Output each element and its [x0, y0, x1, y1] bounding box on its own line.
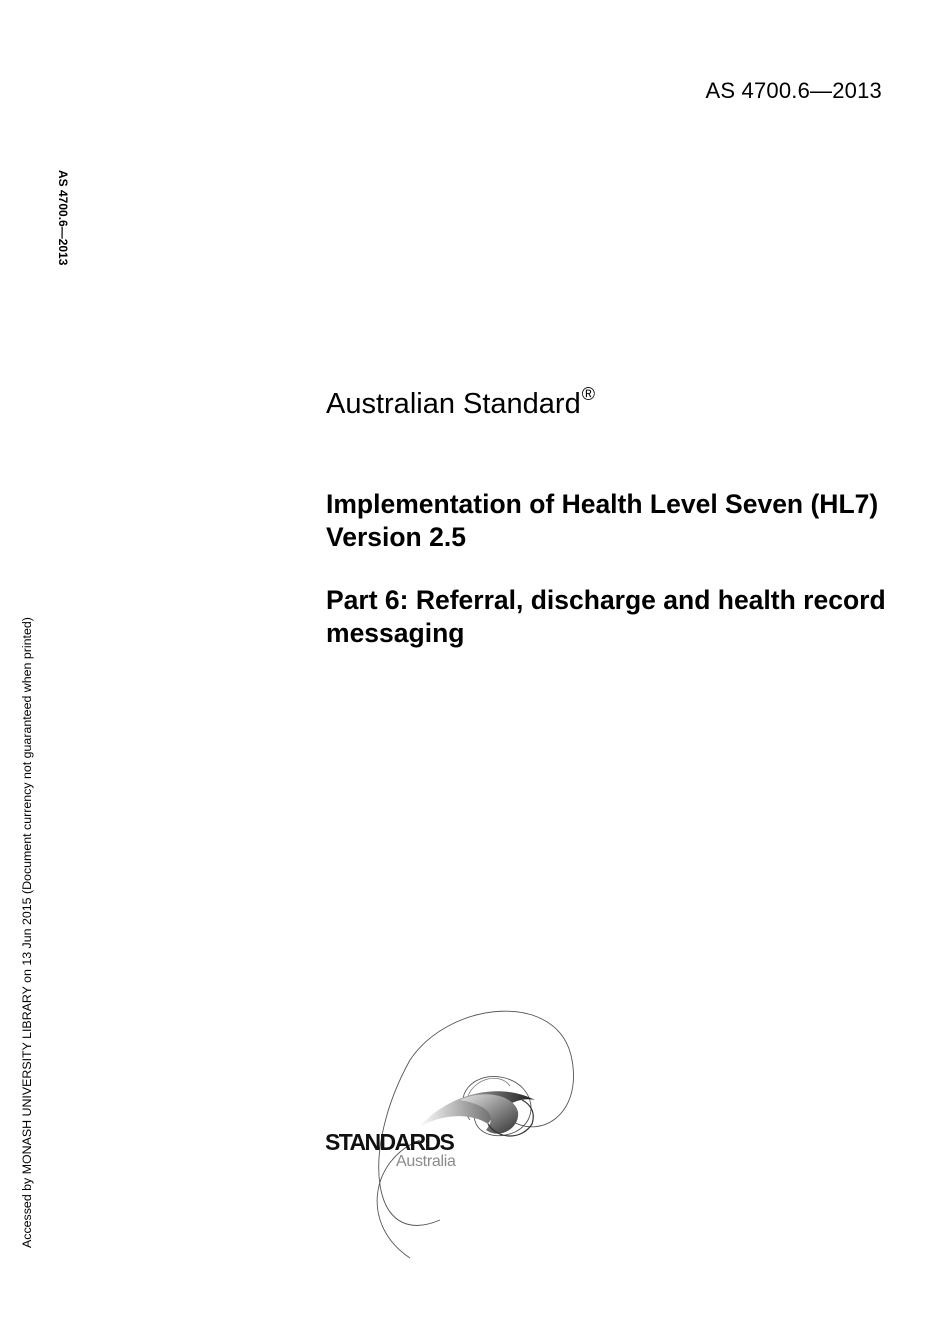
series-title — [326, 384, 595, 421]
document-number: AS 4700.6—2013 — [705, 78, 882, 103]
spine-label — [54, 170, 74, 295]
registered-mark: ® — [581, 384, 595, 404]
document-title: Implementation of Health Level Seven (HL7) Version 2.5 — [326, 489, 879, 552]
part-title: Part 6: Referral, discharge and health record messaging — [326, 585, 886, 648]
access-note — [20, 598, 36, 1248]
series-title-text: Australian Standard — [326, 388, 581, 420]
spine-label-text: AS 4700.6—2013 — [56, 170, 70, 266]
logo-wordmark: STANDARDS — [325, 1129, 454, 1155]
logo-subtitle: Australia — [396, 1153, 456, 1170]
access-note-text: Accessed by MONASH UNIVERSITY LIBRARY on 13 Jun 2015 (Document currency not guaranteed when printed) — [20, 617, 34, 1248]
standards-australia-logo — [300, 1000, 600, 1270]
